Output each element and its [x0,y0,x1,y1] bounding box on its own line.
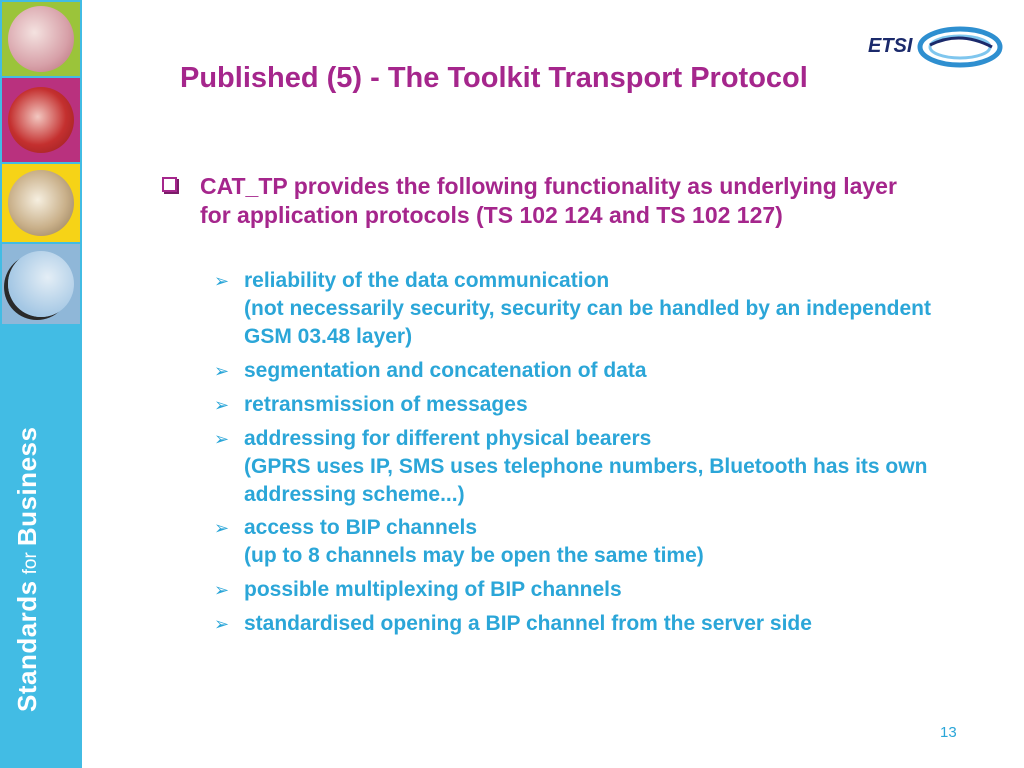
sub-bullet-line1: addressing for different physical bearers [244,427,652,450]
sub-bullet-line1: access to BIP channels [244,516,478,539]
sub-bullet [214,576,954,604]
sub-bullet-line2: (not necessarily security, security can be handled by an independent GSM 03.48 layer) [244,297,931,348]
main-bullet-text: CAT_TP provides the following functionality as underlying layer for application protocols (TS 102 124 and TS 102 127) [200,173,897,228]
logo-text: ETSI [868,35,913,57]
arrow-bullet-icon: ➢ [214,361,230,381]
slide-title: Published (5) - The Toolkit Transport Protocol [180,62,808,94]
sub-bullet-line1: possible multiplexing of BIP channels [244,578,622,601]
sidebar-tagline [12,427,43,712]
globe-image [8,87,74,153]
arrow-bullet-icon: ➢ [214,395,230,415]
etsi-logo [864,22,1004,72]
tagline-word-standards: Standards [12,580,42,712]
sub-bullet-line1: retransmission of messages [244,393,528,416]
sub-bullet [214,425,954,509]
arrow-bullet-icon: ➢ [214,580,230,600]
tagline-word-business: Business [12,426,42,547]
sub-bullet [214,267,954,351]
page-number: 13 [940,724,957,741]
sub-bullet [214,610,954,638]
sidebar-tile-blue [2,244,80,324]
sub-bullet-line2: (up to 8 channels may be open the same time) [244,544,704,567]
sidebar-band [0,0,82,768]
sub-bullet-line1: standardised opening a BIP channel from the server side [244,612,812,635]
sidebar-tile-yellow [2,164,80,242]
sidebar-tile-magenta [2,78,80,162]
globe-image [8,6,74,72]
arrow-bullet-icon: ➢ [214,518,230,538]
globe-image [8,251,74,317]
sub-bullet-line1: segmentation and concatenation of data [244,359,647,382]
arrow-bullet-icon: ➢ [214,429,230,449]
sidebar-tile-green [2,2,80,76]
arrow-bullet-icon: ➢ [214,614,230,634]
arrow-bullet-icon: ➢ [214,271,230,291]
sub-bullet [214,514,954,570]
square-bullet-icon [162,177,177,192]
tagline-word-for: for [20,552,41,575]
sub-bullet [214,357,954,385]
main-bullet [162,172,962,230]
sub-bullet-line1: reliability of the data communication [244,269,610,292]
sub-bullet [214,391,954,419]
sub-bullet-line2: (GPRS uses IP, SMS uses telephone numbers, Bluetooth has its own addressing scheme...) [244,455,928,506]
logo-ring-outer [920,29,1000,65]
globe-image [8,170,74,236]
